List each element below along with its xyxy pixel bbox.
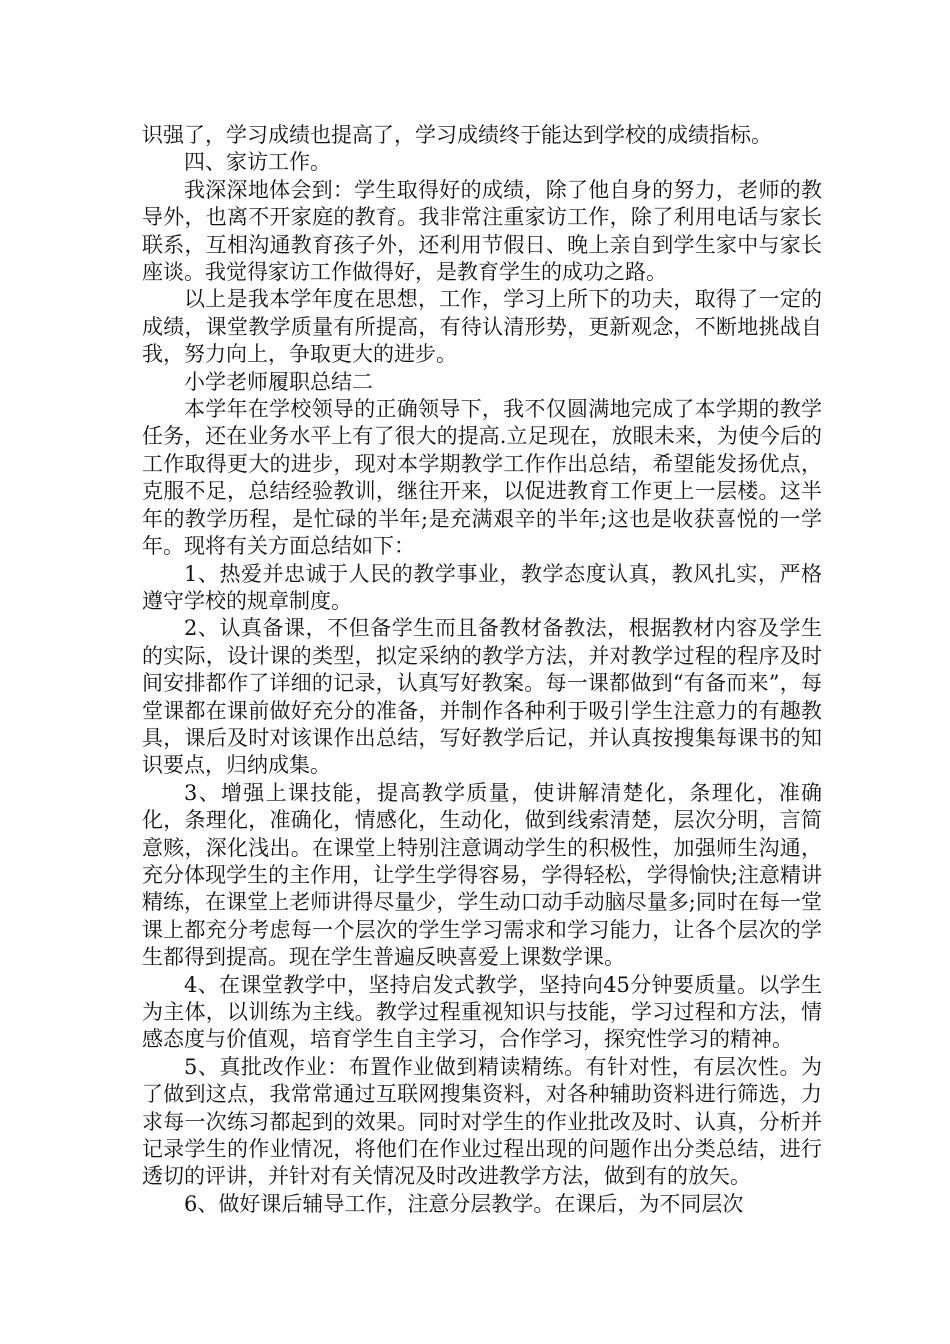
list-item-2: 2、认真备课，不但备学生而且备教材备教法，根据教材内容及学生的实际，设计课的类型，拟定采纳的教学方法，并对教学过程的程序及时间安排都作了详细的记录，认真写好教案。每一课都做到“有备而来”，每堂课都在课前做好充分的准备，并制作各种利于吸引学生注意力的有趣教具，课后及时对该课作出总结，写好教学后记，并认真按搜集每课书的知识要点，归纳成集。 bbox=[142, 616, 822, 778]
paragraph-intro: 本学年在学校领导的正确领导下，我不仅圆满地完成了本学期的教学任务，还在业务水平上有了很大的提高.立足现在，放眼未来，为使今后的工作取得更大的进步，现对本学期教学工作作出总结，希望能发扬优点，克服不足，总结经验教训，继往开来，以促进教育工作更上一层楼。这半年的教学历程，是忙碌的半年;是充满艰辛的半年;这也是收获喜悦的一学年。现将有关方面总结如下： bbox=[142, 397, 822, 559]
paragraph-continuation: 识强了，学习成绩也提高了，学习成绩终于能达到学校的成绩指标。 bbox=[142, 123, 772, 147]
section-title-summary-two: 小学老师履职总结二 bbox=[184, 369, 373, 394]
paragraph-home-visits: 我深深地体会到：学生取得好的成绩，除了他自身的努力，老师的教导外，也离不开家庭的教育。我非常注重家访工作，除了利用电话与家长联系，互相沟通教育孩子外，还利用节假日、晚上亲自到学生家中与家长座谈。我觉得家访工作做得好，是教育学生的成功之路。 bbox=[142, 177, 822, 285]
section-heading-home-visits: 四、家访工作。 bbox=[184, 150, 331, 175]
list-item-5: 5、真批改作业：布置作业做到精读精练。有针对性，有层次性。为了做到这点，我常常通过互联网搜集资料，对各种辅助资料进行筛选，力求每一次练习都起到的效果。同时对学生的作业批改及时、认真，分析并记录学生的作业情况，将他们在作业过程出现的问题作出分类总结，进行透切的评讲，并针对有关情况及时改进教学方法，做到有的放矢。 bbox=[142, 1054, 822, 1189]
list-item-3: 3、增强上课技能，提高教学质量，使讲解清楚化，条理化，准确化，条理化，准确化，情感化，生动化，做到线索清楚，层次分明，言简意赅，深化浅出。在课堂上特别注意调动学生的积极性，加强师生沟通，充分体现学生的主作用，让学生学得容易，学得轻松，学得愉快;注意精讲精练，在课堂上老师讲得尽量少，学生动口动手动脑尽量多;同时在每一堂课上都充分考虑每一个层次的学生学习需求和学习能力，让各个层次的学生都得到提高。现在学生普遍反映喜爱上课数学课。 bbox=[142, 780, 822, 970]
paragraph-summary: 以上是我本学年度在思想，工作，学习上所下的功夫，取得了一定的成绩，课堂教学质量有所提高，有待认清形势，更新观念，不断地挑战自我，努力向上，争取更大的进步。 bbox=[142, 287, 822, 367]
list-item-1: 1、热爱并忠诚于人民的教学事业，教学态度认真，教风扎实，严格遵守学校的规章制度。 bbox=[142, 561, 822, 613]
list-item-6: 6、做好课后辅导工作，注意分层教学。在课后，为不同层次 bbox=[184, 1191, 744, 1216]
document-body bbox=[142, 122, 822, 1218]
list-item-4: 4、在课堂教学中，坚持启发式教学，坚持向45分钟要质量。以学生为主体，以训练为主线。教学过程重视知识与技能，学习过程和方法，情感态度与价值观，培育学生自主学习，合作学习，探究性学习的精神。 bbox=[142, 972, 822, 1052]
